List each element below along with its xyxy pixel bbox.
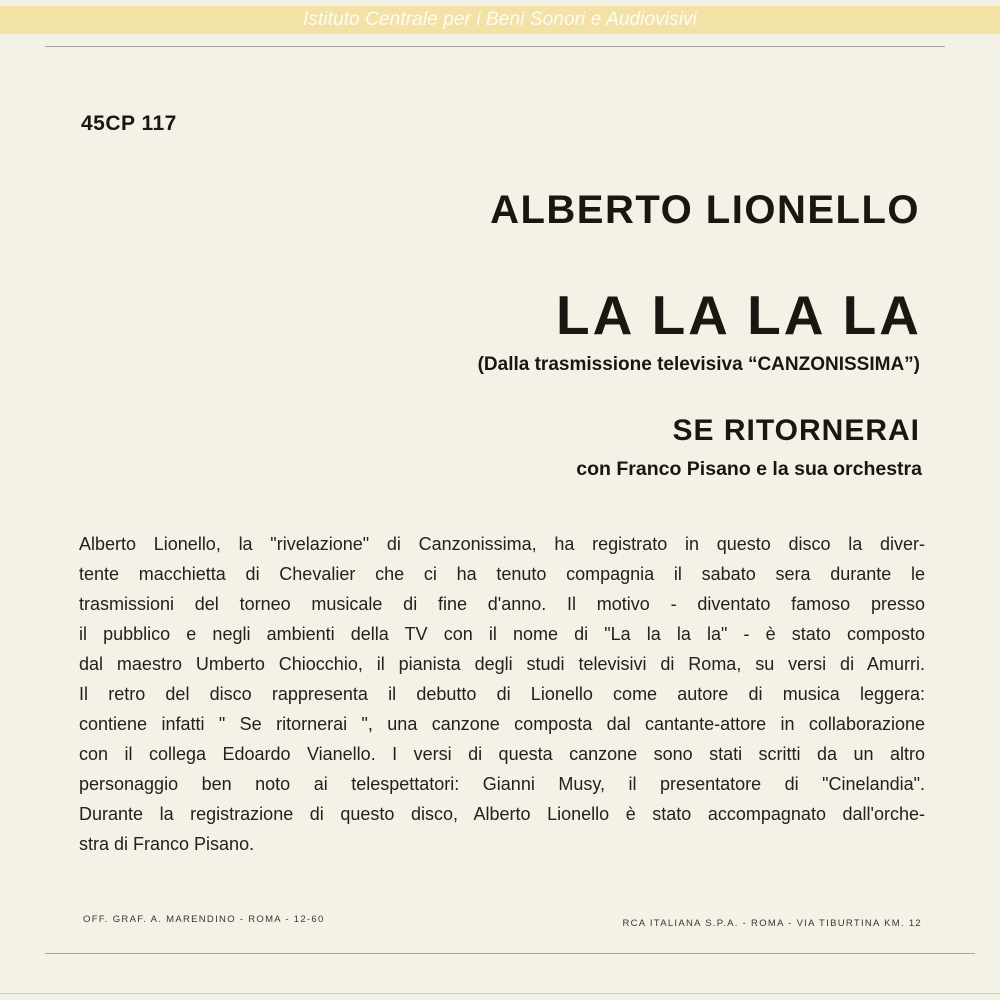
liner-notes-line: dal maestro Umberto Chiocchio, il pianista degli studi televisivi di Roma, su versi di Amurri. (79, 654, 925, 674)
side-a-subtitle: (Dalla trasmissione televisiva “CANZONISSIMA”) (477, 354, 920, 375)
liner-notes-line: personaggio ben noto ai telespettatori: Gianni Musy, il presentatore di "Cinelandia". (79, 774, 925, 794)
liner-notes-line: il pubblico e negli ambienti della TV con il nome di "La la la la" - è stato composto (79, 624, 925, 644)
bottom-edge-line (0, 993, 1000, 994)
artist-name: ALBERTO LIONELLO (490, 188, 920, 232)
side-b-title: SE RITORNERAI (672, 414, 920, 447)
archive-banner-text: Istituto Centrale per i Beni Sonori e Audiovisivi (303, 9, 697, 30)
catalog-number: 45CP 117 (81, 112, 177, 135)
liner-notes (79, 529, 925, 859)
liner-notes-line: trasmissioni del torneo musicale di fine d'anno. Il motivo - diventato famoso presso (79, 594, 925, 614)
liner-notes-line: Alberto Lionello, la "rivelazione" di Canzonissima, ha registrato in questo disco la diver- (79, 534, 925, 554)
liner-notes-line: stra di Franco Pisano. (79, 834, 255, 854)
printer-credit: OFF. GRAF. A. MARENDINO - ROMA - 12-60 (83, 914, 325, 925)
liner-notes-line: con il collega Edoardo Vianello. I versi di questa canzone sono stati scritti da un altro (79, 744, 925, 764)
liner-notes-line: contiene infatti " Se ritornerai ", una canzone composta dal cantante-attore in collaborazione (79, 714, 925, 734)
liner-notes-line: tente macchietta di Chevalier che ci ha tenuto compagnia il sabato sera durante le (79, 564, 925, 584)
publisher-credit: RCA ITALIANA S.P.A. - ROMA - VIA TIBURTINA KM. 12 (622, 918, 922, 929)
liner-notes-line: Il retro del disco rappresenta il debutto di Lionello come autore di musica leggera: (79, 684, 925, 704)
liner-notes-line: Durante la registrazione di questo disco, Alberto Lionello è stato accompagnato dall'orche- (79, 804, 925, 824)
orchestra-credit: con Franco Pisano e la sua orchestra (576, 458, 922, 480)
archive-banner (0, 6, 1000, 34)
top-divider (45, 46, 945, 47)
bottom-divider (45, 953, 975, 954)
side-a-title: LA LA LA LA (556, 284, 922, 346)
